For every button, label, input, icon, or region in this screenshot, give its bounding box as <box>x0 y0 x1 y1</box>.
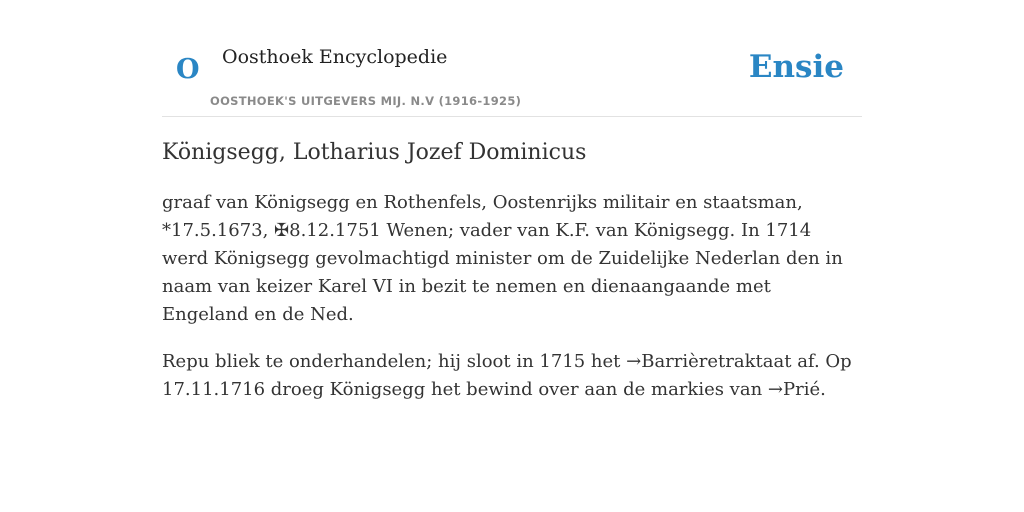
article-paragraph-2 <box>162 348 862 404</box>
paragraph-text: Repu bliek te onderhandelen; hij sloot in 1715 het <box>162 350 627 372</box>
article-paragraph-1: graaf van Königsegg en Rothenfels, Oostenrijks militair en staatsman, *17.5.1673, ✠8.12.1751 Wenen; vader van K.F. van Königsegg. In 1714 werd Königsegg gevolmachtigd minister om de Zuidelijke Nederlan den in naam van keizer Karel VI in bezit te nemen en dienaangaande met Engeland en de Ned. <box>162 191 843 325</box>
encyclopedia-title[interactable]: Oosthoek Encyclopedie <box>222 46 448 68</box>
article-body <box>162 138 862 423</box>
ensie-brand-link[interactable]: Ensie <box>748 49 844 85</box>
crossref-link-prie[interactable]: →Prié <box>767 378 821 400</box>
site-header <box>162 40 862 117</box>
crossref-link-barrieretraktaat[interactable]: →Barrièretraktaat <box>626 350 792 372</box>
publisher-line: OOSTHOEK'S UITGEVERS MIJ. N.V (1916-1925) <box>210 94 522 108</box>
encyclopedia-logo[interactable]: O <box>176 54 200 85</box>
article-title: Königsegg, Lotharius Jozef Dominicus <box>162 140 587 165</box>
paragraph-text: af. Op 17.11.1716 droeg Königsegg het bewind over aan de markies van <box>162 350 852 400</box>
paragraph-text: . <box>820 378 826 400</box>
